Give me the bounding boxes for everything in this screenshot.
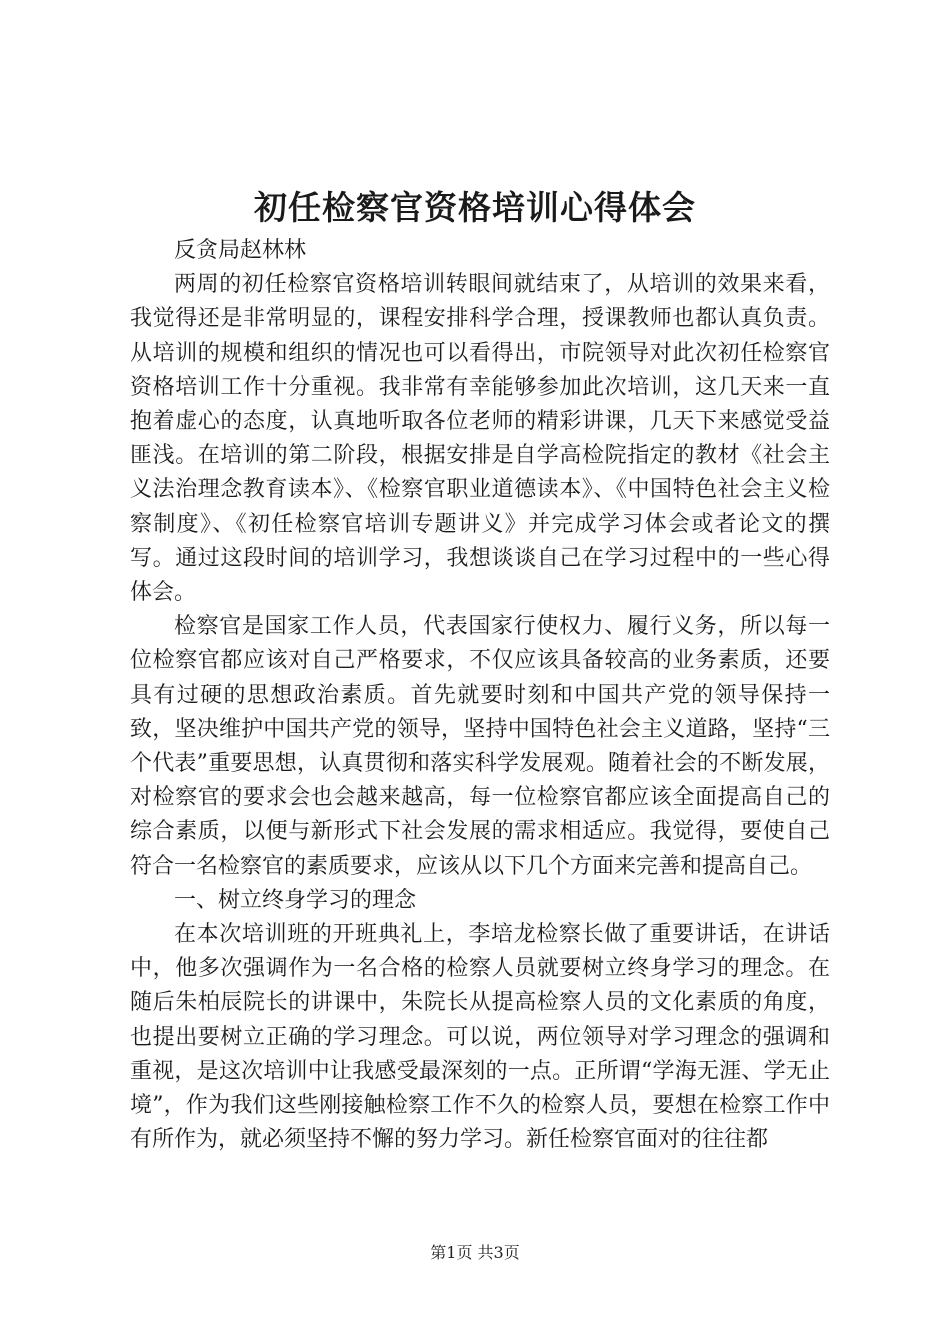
paragraph: 在本次培训班的开班典礼上，李培龙检察长做了重要讲话，在讲话中，他多次强调作为一名合格的检察人员就要树立终身学习的理念。在随后朱柏辰院长的讲课中，朱院长从提高检察人员的文化素质的角度，也提出要树立正确的学习理念。可以说，两位领导对学习理念的强调和重视，是这次培训中让我感受最深刻的一点。正所谓“学海无涯、学无止境”，作为我们这些刚接触检察工作不久的检察人员，要想在检察工作中有所作为，就必须坚持不懈的努力学习。新任检察官面对的往往都	[130, 922, 830, 1153]
paragraph: 两周的初任检察官资格培训转眼间就结束了，从培训的效果来看，我觉得还是非常明显的，课程安排科学合理，授课教师也都认真负责。从培训的规模和组织的情况也可以看得出，市院领导对此次初任检察官资格培训工作十分重视。我非常有幸能够参加此次培训，这几天来一直抱着虚心的态度，认真地听取各位老师的精彩讲课，几天下来感觉受益匪浅。在培训的第二阶段，根据安排是自学高检院指定的教材《社会主义法治理念教育读本》、《检察官职业道德读本》、《中国特色社会主义检察制度》、《初任检察官培训专题讲义》并完成学习体会或者论文的撰写。通过这段时间的培训学习，我想谈谈自己在学习过程中的一些心得体会。	[130, 272, 830, 606]
document-title: 初任检察官资格培训心得体会	[254, 188, 696, 227]
page-number: 第1页 共3页	[430, 1243, 520, 1262]
section-heading: 一、树立终身学习的理念	[174, 887, 417, 913]
document-body	[130, 234, 830, 1157]
paragraph: 检察官是国家工作人员，代表国家行使权力、履行义务，所以每一位检察官都应该对自己严格要求，不仅应该具备较高的业务素质，还要具有过硬的思想政治素质。首先就要时刻和中国共产党的领导保持一致，坚决维护中国共产党的领导，坚持中国特色社会主义道路，坚持“三个代表”重要思想，认真贯彻和落实科学发展观。随着社会的不断发展，对检察官的要求会也会越来越高，每一位检察官都应该全面提高自己的综合素质，以便与新形式下社会发展的需求相适应。我觉得，要使自己符合一名检察官的素质要求，应该从以下几个方面来完善和提高自己。	[130, 614, 830, 879]
author-line: 反贪局赵林林	[174, 238, 307, 263]
